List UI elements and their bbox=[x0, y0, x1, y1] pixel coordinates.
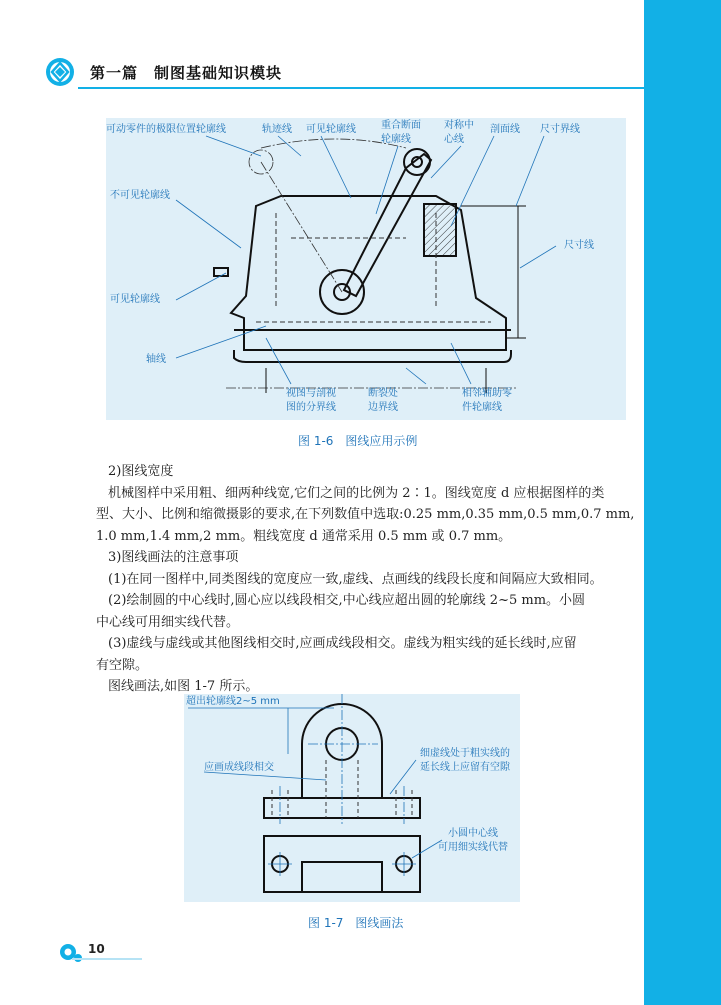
figure-1-6-caption: 图 1-6 图线应用示例 bbox=[298, 434, 418, 448]
label-view-boundary-1: 视图与剖视 bbox=[286, 388, 336, 399]
paragraph-line-width: 机械图样中采用粗、细两种线宽,它们之间的比例为 2∶1。图线宽度 d 应根据图样的类 型、大小、比例和缩微摄影的要求,在下列数值中选取:0.25 mm,0.35 mm,0.5 mm,0.7 mm, 1.0 mm,1.4 mm,2 mm。粗线宽度 d 通常采用 0.5 mm 或 0.7 mm。 bbox=[96, 485, 635, 544]
paragraph-figure-ref: 图线画法,如图 1-7 所示。 bbox=[108, 679, 259, 694]
label-section-line: 剖面线 bbox=[490, 124, 520, 135]
figure-1-7-caption: 图 1-7 图线画法 bbox=[308, 916, 404, 930]
label-small-center-2: 可用细实线代替 bbox=[438, 842, 508, 853]
label-view-boundary-2: 图的分界线 bbox=[286, 402, 336, 413]
paragraph-note-3: (3)虚线与虚线或其他图线相交时,应画成线段相交。虚线为粗实线的延长线时,应留 有空隙。 bbox=[96, 636, 577, 673]
label-hidden-outline: 不可见轮廓线 bbox=[110, 190, 170, 201]
label-limit-position: 可动零件的极限位置轮廓线 bbox=[106, 124, 226, 135]
label-adjacent-part-1: 相邻辅助零 bbox=[462, 388, 512, 399]
page-number: 10 bbox=[88, 942, 105, 956]
label-break-boundary-2: 边界线 bbox=[368, 402, 398, 413]
figure-1-7-drawing bbox=[184, 694, 520, 902]
label-break-boundary-1: 断裂处 bbox=[368, 388, 398, 399]
label-dimension-extension: 尺寸界线 bbox=[540, 124, 580, 135]
side-color-bar bbox=[644, 0, 721, 1005]
footer-gear-icon bbox=[56, 940, 84, 964]
paragraph-line-width-heading: 2)图线宽度 bbox=[108, 464, 174, 479]
label-dashed-gap-1: 细虚线处于粗实线的 bbox=[420, 748, 510, 759]
label-small-center-1: 小圆中心线 bbox=[448, 828, 498, 839]
paragraph-notes-heading: 3)图线画法的注意事项 bbox=[108, 550, 239, 565]
label-exceed-outline: 超出轮廓线2~5 mm bbox=[186, 696, 280, 707]
page-footer bbox=[56, 940, 136, 964]
body-text bbox=[96, 461, 636, 698]
paragraph-note-1: (1)在同一图样中,同类图线的宽度应一致,虚线、点画线的线段长度和间隔应大致相同。 bbox=[108, 571, 603, 587]
label-coincident-section-1: 重合断面 bbox=[381, 120, 421, 131]
label-axis-line: 轴线 bbox=[146, 354, 166, 365]
header-rule bbox=[78, 87, 646, 89]
label-symmetric-center-1: 对称中 bbox=[444, 120, 474, 131]
label-track-line: 轨迹线 bbox=[262, 124, 292, 135]
paragraph-note-2: (2)绘制圆的中心线时,圆心应以线段相交,中心线应超出圆的轮廓线 2~5 mm。小圆 中心线可用细实线代替。 bbox=[96, 593, 586, 630]
figure-1-6-drawing bbox=[106, 118, 626, 420]
label-dimension-line: 尺寸线 bbox=[564, 240, 594, 251]
label-visible-outline-top: 可见轮廓线 bbox=[306, 124, 356, 135]
chapter-header bbox=[44, 54, 646, 94]
chapter-title: 第一篇 制图基础知识模块 bbox=[90, 64, 283, 82]
label-segment-intersect: 应画成线段相交 bbox=[204, 762, 274, 773]
label-visible-outline-left: 可见轮廓线 bbox=[110, 294, 160, 305]
footer-rule bbox=[72, 958, 142, 960]
label-coincident-section-2: 轮廓线 bbox=[381, 134, 411, 145]
label-symmetric-center-2: 心线 bbox=[444, 134, 464, 145]
label-adjacent-part-2: 件轮廓线 bbox=[462, 402, 502, 413]
gear-logo-icon bbox=[44, 54, 78, 90]
label-dashed-gap-2: 延长线上应留有空隙 bbox=[420, 762, 510, 773]
